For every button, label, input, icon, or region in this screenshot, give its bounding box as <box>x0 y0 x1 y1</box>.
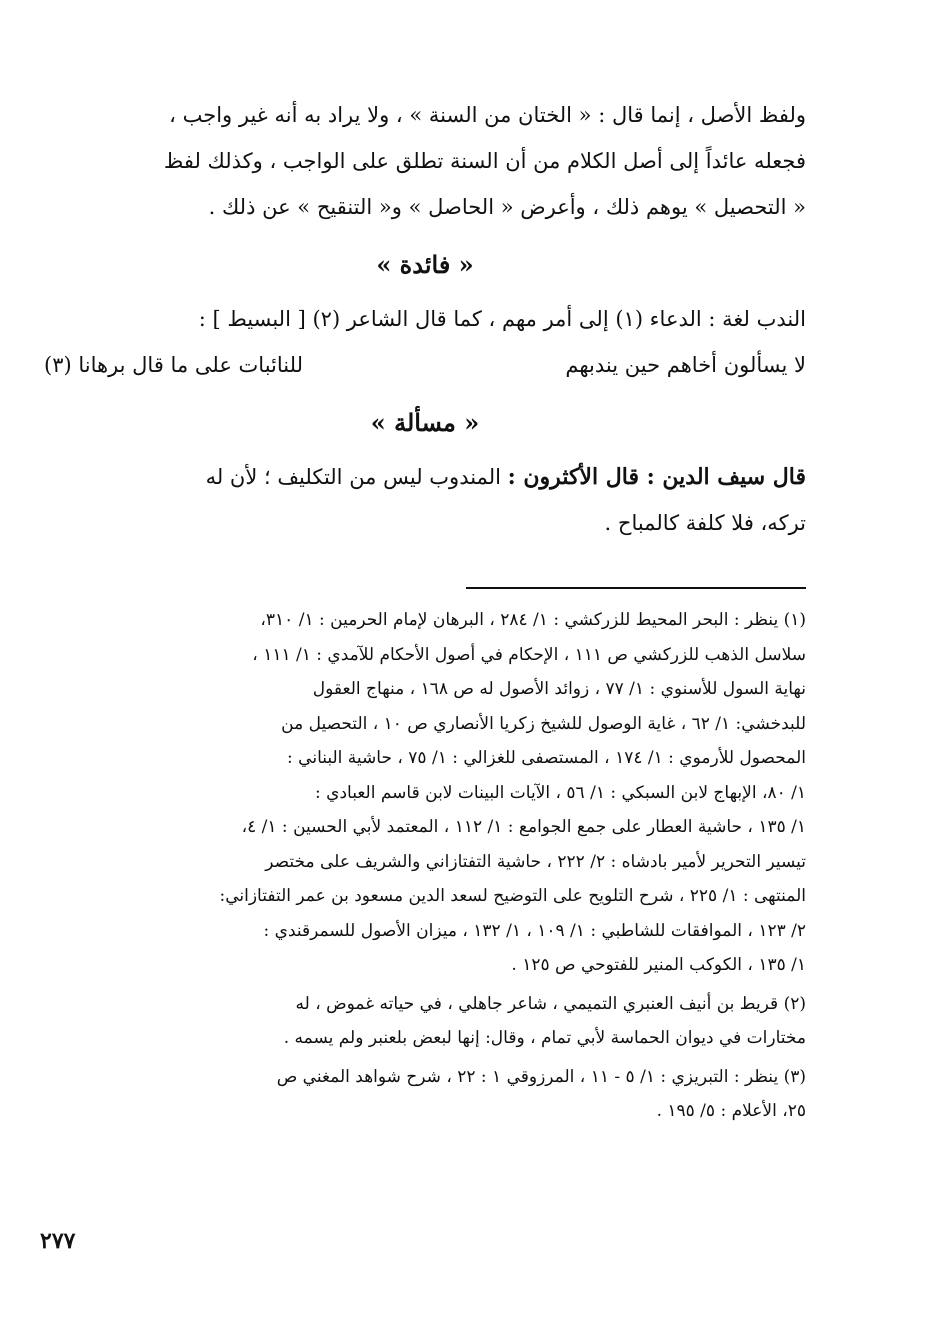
footnote-line: ١/ ١٣٥ ، حاشية العطار على جمع الجوامع : ١/ ١١٢ ، المعتمد لأبي الحسين : ١/ ٤، <box>241 817 806 837</box>
footnote-line: تيسير التحرير لأمير بادشاه : ٢/ ٢٢٢ ، حاشية التفتازاني والشريف على مختصر <box>265 851 806 872</box>
footnote-line: (٣) ينظر : التبريزي : ١/ ٥ - ١١ ، المرزوقي ١ : ٢٢ ، شرح شواهد المغني ص <box>276 1066 806 1087</box>
section-heading-masala: « مسألة » <box>370 408 480 437</box>
footnote-line: ٢/ ١٢٣ ، الموافقات للشاطبي : ١/ ١٠٩ ، ١/ ١٣٢ ، ميزان الأصول للسمرقندي : <box>263 920 806 941</box>
footnote-line: سلاسل الذهب للزركشي ص ١١١ ، الإحكام في أصول الأحكام للآمدي : ١/ ١١١ ، <box>252 644 806 665</box>
footnote-line: ١/ ١٣٥ ، الكوكب المنير للفتوحي ص ١٢٥ . <box>511 955 806 975</box>
main-text <box>44 92 806 546</box>
paragraph-line: « التحصيل » يوهم ذلك ، وأعرض « الحاصل » و« التنقيح » عن ذلك . <box>208 195 806 219</box>
footnote-line: (١) ينظر : البحر المحيط للزركشي : ١/ ٢٨٤ ، البرهان لإمام الحرمين : ١/ ٣١٠، <box>260 610 806 630</box>
paragraph-line: فجعله عائداً إلى أصل الكلام من أن السنة تطلق على الواجب ، وكذلك لفظ <box>163 149 806 173</box>
section-heading-faida: « فائدة » <box>376 250 474 279</box>
paragraph-line <box>44 454 806 500</box>
footnote-line: المنتهى : ١/ ٢٢٥ ، شرح التلويح على التوضيح لسعد الدين مسعود بن عمر التفتازاني: <box>219 886 806 906</box>
speaker-phrase: قال سيف الدين : قال الأكثرون : <box>507 464 806 490</box>
paragraph-line: الندب لغة : الدعاء (١) إلى أمر مهم ، كما قال الشاعر (٢) [ البسيط ] : <box>198 307 806 331</box>
footnotes <box>44 603 806 1129</box>
page-number: ٢٧٧ <box>40 1228 76 1254</box>
footnote-line: ٢٥، الأعلام : ٥/ ١٩٥ . <box>656 1101 806 1121</box>
footnote-line: ١/ ٨٠، الإبهاج لابن السبكي : ١/ ٥٦ ، الآيات البينات لابن قاسم العبادي : <box>315 782 806 803</box>
paragraph-line: تركه، فلا كلفة كالمباح . <box>604 511 806 535</box>
footnote-line: (٢) قريط بن أنيف العنبري التميمي ، شاعر جاهلي ، في حياته غموض ، له <box>295 993 806 1014</box>
paragraph-text: المندوب ليس من التكليف ؛ لأن له <box>205 465 501 489</box>
footnote-line: مختارات في ديوان الحماسة لأبي تمام ، وقال: إنها لبعض بلعنبر ولم يسمه . <box>283 1028 806 1048</box>
footnote-line: المحصول للأرموي : ١/ ١٧٤ ، المستصفى للغزالي : ١/ ٧٥ ، حاشية البناني : <box>287 748 806 768</box>
paragraph-line: ولفظ الأصل ، إنما قال : « الختان من السنة » ، ولا يراد به أنه غير واجب ، <box>169 103 806 127</box>
verse-second-hemistich: للنائبات على ما قال برهانا (٣) <box>44 353 303 377</box>
verse-first-hemistich: لا يسألون أخاهم حين يندبهم <box>565 353 806 377</box>
poetry-verse <box>44 342 806 388</box>
footnote-line: للبدخشي: ١/ ٦٢ ، غاية الوصول للشيخ زكريا الأنصاري ص ١٠ ، التحصيل من <box>281 713 806 734</box>
footnote-line: نهاية السول للأسنوي : ١/ ٧٧ ، زوائد الأصول له ص ١٦٨ ، منهاج العقول <box>312 679 806 699</box>
footnote-divider <box>466 587 806 589</box>
